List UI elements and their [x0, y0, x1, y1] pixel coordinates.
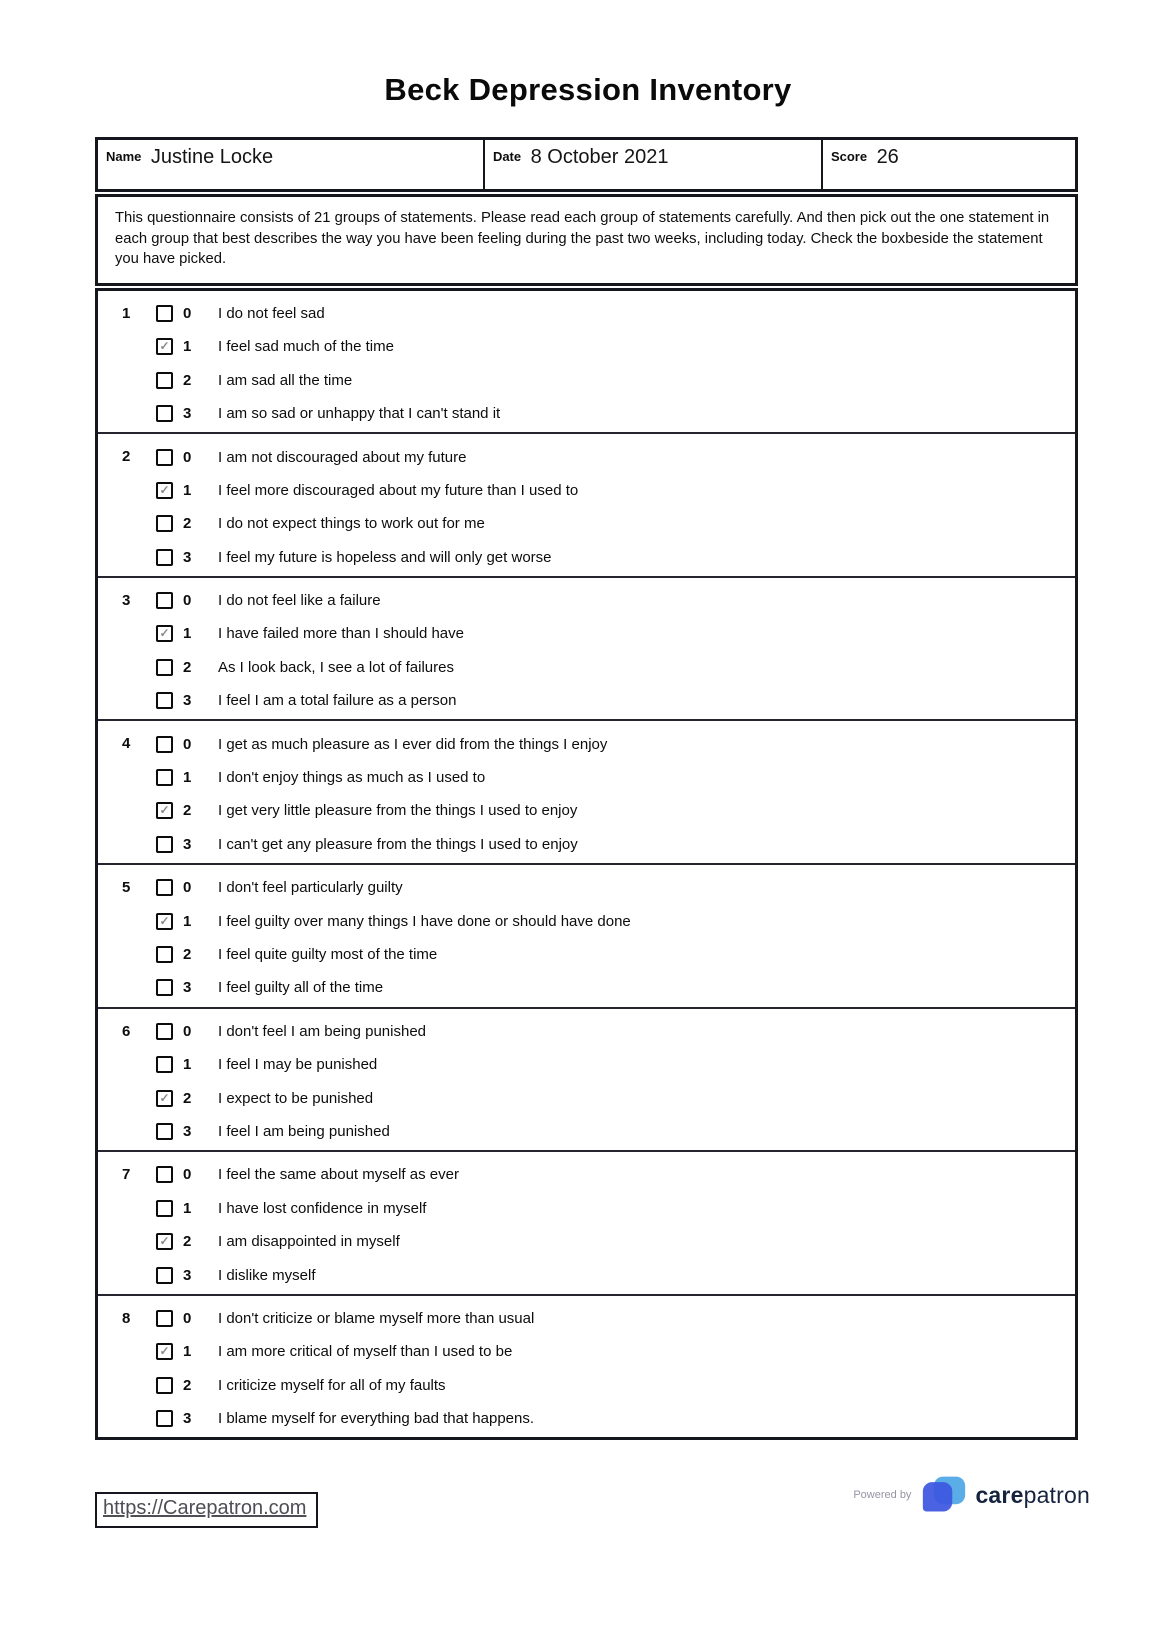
option-row: [98, 1048, 1075, 1081]
option-checkbox[interactable]: [156, 592, 173, 609]
option-value: 1: [183, 769, 192, 787]
option-row: [98, 474, 1075, 507]
option-value: 2: [183, 946, 192, 963]
option-text: I am so sad or unhappy that I can't stand it: [218, 405, 501, 423]
option-value: 2: [183, 1376, 192, 1394]
name-field: [98, 140, 483, 189]
option-row: [98, 1015, 1075, 1048]
option-row: [98, 330, 1075, 363]
date-field: [483, 140, 821, 189]
option-text: I have lost confidence in myself: [218, 1199, 427, 1217]
option-text: I feel my future is hopeless and will only get worse: [218, 548, 552, 566]
question-group: [98, 576, 1075, 720]
carepatron-link[interactable]: https://Carepatron.com: [95, 1492, 318, 1528]
option-row: [98, 1115, 1075, 1148]
name-value[interactable]: Justine Locke: [150, 146, 274, 168]
score-value[interactable]: 26: [876, 146, 899, 168]
option-text: I feel I am a total failure as a person: [218, 692, 457, 710]
option-text: I am more critical of myself than I used to be: [218, 1343, 513, 1361]
date-label: Date: [492, 149, 522, 164]
option-checkbox[interactable]: [156, 692, 173, 709]
patient-info-table: [95, 137, 1078, 192]
option-text: I get as much pleasure as I ever did from the things I enjoy: [218, 735, 608, 753]
option-text: I don't enjoy things as much as I used to: [218, 769, 486, 787]
option-value: 0: [183, 1166, 192, 1184]
option-value: 2: [183, 1233, 192, 1251]
option-text: As I look back, I see a lot of failures: [218, 658, 454, 676]
option-row: [98, 1081, 1075, 1114]
instructions-text: This questionnaire consists of 21 groups of statements. Please read each group of statements carefully. And then pick out the one statement in each group that best describes the way you have been feeling during the past two weeks, including today. Check the boxbeside the statement you have picked.: [95, 194, 1078, 286]
option-row: [98, 1258, 1075, 1291]
option-text: I feel sad much of the time: [218, 338, 394, 356]
question-number: 7: [122, 1166, 131, 1184]
option-checkbox[interactable]: [156, 659, 173, 676]
option-value: 3: [183, 548, 192, 566]
option-text: I get very little pleasure from the things I used to enjoy: [218, 802, 578, 820]
option-checkbox[interactable]: [156, 913, 173, 930]
option-text: I feel guilty all of the time: [218, 979, 384, 997]
option-text: I am disappointed in myself: [218, 1233, 400, 1251]
option-value: 3: [183, 835, 192, 853]
question-group: [98, 432, 1075, 576]
option-value: 1: [183, 1056, 192, 1074]
option-text: I don't feel particularly guilty: [218, 879, 403, 897]
option-row: [98, 1335, 1075, 1368]
option-value: 3: [183, 1410, 192, 1428]
option-value: 1: [183, 338, 192, 356]
option-text: I criticize myself for all of my faults: [218, 1376, 446, 1394]
option-checkbox[interactable]: [156, 979, 173, 996]
option-row: [98, 971, 1075, 1004]
question-group: [98, 719, 1075, 863]
option-row: [98, 584, 1075, 617]
option-text: I can't get any pleasure from the things I used to enjoy: [218, 835, 578, 853]
option-checkbox[interactable]: [156, 836, 173, 853]
option-row: [98, 871, 1075, 904]
option-value: 1: [183, 1199, 192, 1217]
question-group: [98, 291, 1075, 433]
option-text: I have failed more than I should have: [218, 625, 464, 643]
option-row: [98, 1402, 1075, 1435]
option-value: 1: [183, 481, 192, 499]
option-checkbox[interactable]: [156, 625, 173, 642]
option-checkbox[interactable]: [156, 372, 173, 389]
option-value: 2: [183, 658, 192, 676]
questions-box: [95, 288, 1078, 1441]
option-row: [98, 297, 1075, 330]
question-group: [98, 863, 1075, 1007]
question-group: [98, 1007, 1075, 1151]
option-value: 0: [183, 592, 192, 610]
option-text: I feel more discouraged about my future than I used to: [218, 481, 579, 499]
option-row: [98, 1369, 1075, 1402]
check-icon: ✓: [159, 1090, 170, 1105]
check-icon: ✓: [159, 913, 170, 928]
question-number: 5: [122, 879, 131, 897]
option-value: 0: [183, 735, 192, 753]
option-text: I feel the same about myself as ever: [218, 1166, 459, 1184]
question-number: 1: [122, 304, 131, 322]
option-checkbox[interactable]: [156, 338, 173, 355]
option-checkbox[interactable]: [156, 515, 173, 532]
option-row: [98, 617, 1075, 650]
option-row: [98, 507, 1075, 540]
score-field: [821, 140, 1075, 189]
option-checkbox[interactable]: [156, 1310, 173, 1327]
option-checkbox[interactable]: [156, 1166, 173, 1183]
option-value: 1: [183, 1343, 192, 1361]
question-number: 8: [122, 1309, 131, 1327]
check-icon: ✓: [159, 1344, 170, 1359]
check-icon: ✓: [159, 482, 170, 497]
option-value: 3: [183, 405, 192, 423]
option-row: [98, 904, 1075, 937]
option-text: I feel I am being punished: [218, 1122, 390, 1140]
option-value: 2: [183, 515, 192, 533]
option-checkbox[interactable]: [156, 946, 173, 963]
option-checkbox[interactable]: [156, 449, 173, 466]
option-row: [98, 828, 1075, 861]
option-text: I feel guilty over many things I have done or should have done: [218, 912, 631, 930]
question-number: 6: [122, 1022, 131, 1040]
check-icon: ✓: [159, 803, 170, 818]
option-checkbox[interactable]: [156, 1377, 173, 1394]
option-value: 0: [183, 448, 192, 466]
option-value: 2: [183, 371, 192, 389]
option-value: 2: [183, 802, 192, 820]
check-icon: ✓: [159, 626, 170, 641]
option-row: [98, 794, 1075, 827]
option-checkbox[interactable]: [156, 1023, 173, 1040]
brand-name: [975, 1482, 1090, 1509]
option-text: I am not discouraged about my future: [218, 448, 467, 466]
option-text: I feel quite guilty most of the time: [218, 946, 438, 963]
carepatron-logo-icon: [921, 1474, 967, 1516]
option-value: 1: [183, 912, 192, 930]
powered-by-block: [853, 1474, 1090, 1516]
option-text: I do not feel like a failure: [218, 592, 381, 610]
powered-by-label: Powered by: [853, 1489, 912, 1501]
option-checkbox[interactable]: [156, 1056, 173, 1073]
option-text: I do not expect things to work out for me: [218, 515, 485, 533]
option-row: [98, 761, 1075, 794]
question-number: 2: [122, 448, 131, 466]
question-group: [98, 1294, 1075, 1438]
option-text: I don't feel I am being punished: [218, 1022, 427, 1040]
check-icon: ✓: [159, 1234, 170, 1249]
option-checkbox[interactable]: [156, 802, 173, 819]
option-row: [98, 364, 1075, 397]
option-row: [98, 541, 1075, 574]
date-value[interactable]: 8 October 2021: [530, 146, 669, 168]
option-checkbox[interactable]: [156, 769, 173, 786]
option-checkbox[interactable]: [156, 736, 173, 753]
option-value: 0: [183, 879, 192, 897]
option-row: [98, 397, 1075, 430]
check-icon: ✓: [159, 339, 170, 354]
option-value: 3: [183, 979, 192, 997]
option-row: [98, 440, 1075, 473]
score-label: Score: [830, 149, 868, 164]
option-checkbox[interactable]: [156, 1090, 173, 1107]
option-checkbox[interactable]: [156, 1410, 173, 1427]
option-row: [98, 727, 1075, 760]
option-checkbox[interactable]: [156, 305, 173, 322]
option-value: 0: [183, 1022, 192, 1040]
option-value: 0: [183, 304, 192, 322]
brand-name-bold: care: [975, 1481, 1024, 1508]
option-value: 3: [183, 692, 192, 710]
page-title: Beck Depression Inventory: [384, 72, 792, 107]
option-value: 2: [183, 1089, 192, 1107]
option-checkbox[interactable]: [156, 405, 173, 422]
option-value: 1: [183, 625, 192, 643]
name-label: Name: [106, 149, 142, 164]
option-value: 3: [183, 1122, 192, 1140]
option-checkbox[interactable]: [156, 1343, 173, 1360]
option-row: [98, 1192, 1075, 1225]
option-text: I don't criticize or blame myself more than usual: [218, 1309, 535, 1327]
option-row: [98, 684, 1075, 717]
option-value: 0: [183, 1309, 192, 1327]
option-row: [98, 938, 1075, 971]
option-row: [98, 1225, 1075, 1258]
option-row: [98, 1158, 1075, 1191]
document-body: [95, 137, 1078, 1440]
option-checkbox[interactable]: [156, 879, 173, 896]
option-checkbox[interactable]: [156, 549, 173, 566]
option-row: [98, 651, 1075, 684]
brand-name-regular: patron: [1023, 1481, 1090, 1508]
option-checkbox[interactable]: [156, 1267, 173, 1284]
question-group: [98, 1150, 1075, 1294]
option-checkbox[interactable]: [156, 482, 173, 499]
question-number: 4: [122, 735, 131, 753]
option-value: 3: [183, 1266, 192, 1284]
option-checkbox[interactable]: [156, 1123, 173, 1140]
option-text: I feel I may be punished: [218, 1056, 378, 1074]
option-row: [98, 1302, 1075, 1335]
option-text: I dislike myself: [218, 1266, 316, 1284]
question-number: 3: [122, 591, 131, 609]
option-text: I expect to be punished: [218, 1089, 374, 1107]
option-checkbox[interactable]: [156, 1200, 173, 1217]
option-checkbox[interactable]: [156, 1233, 173, 1250]
option-text: I blame myself for everything bad that happens.: [218, 1410, 535, 1428]
option-text: I am sad all the time: [218, 371, 353, 389]
option-text: I do not feel sad: [218, 304, 325, 322]
